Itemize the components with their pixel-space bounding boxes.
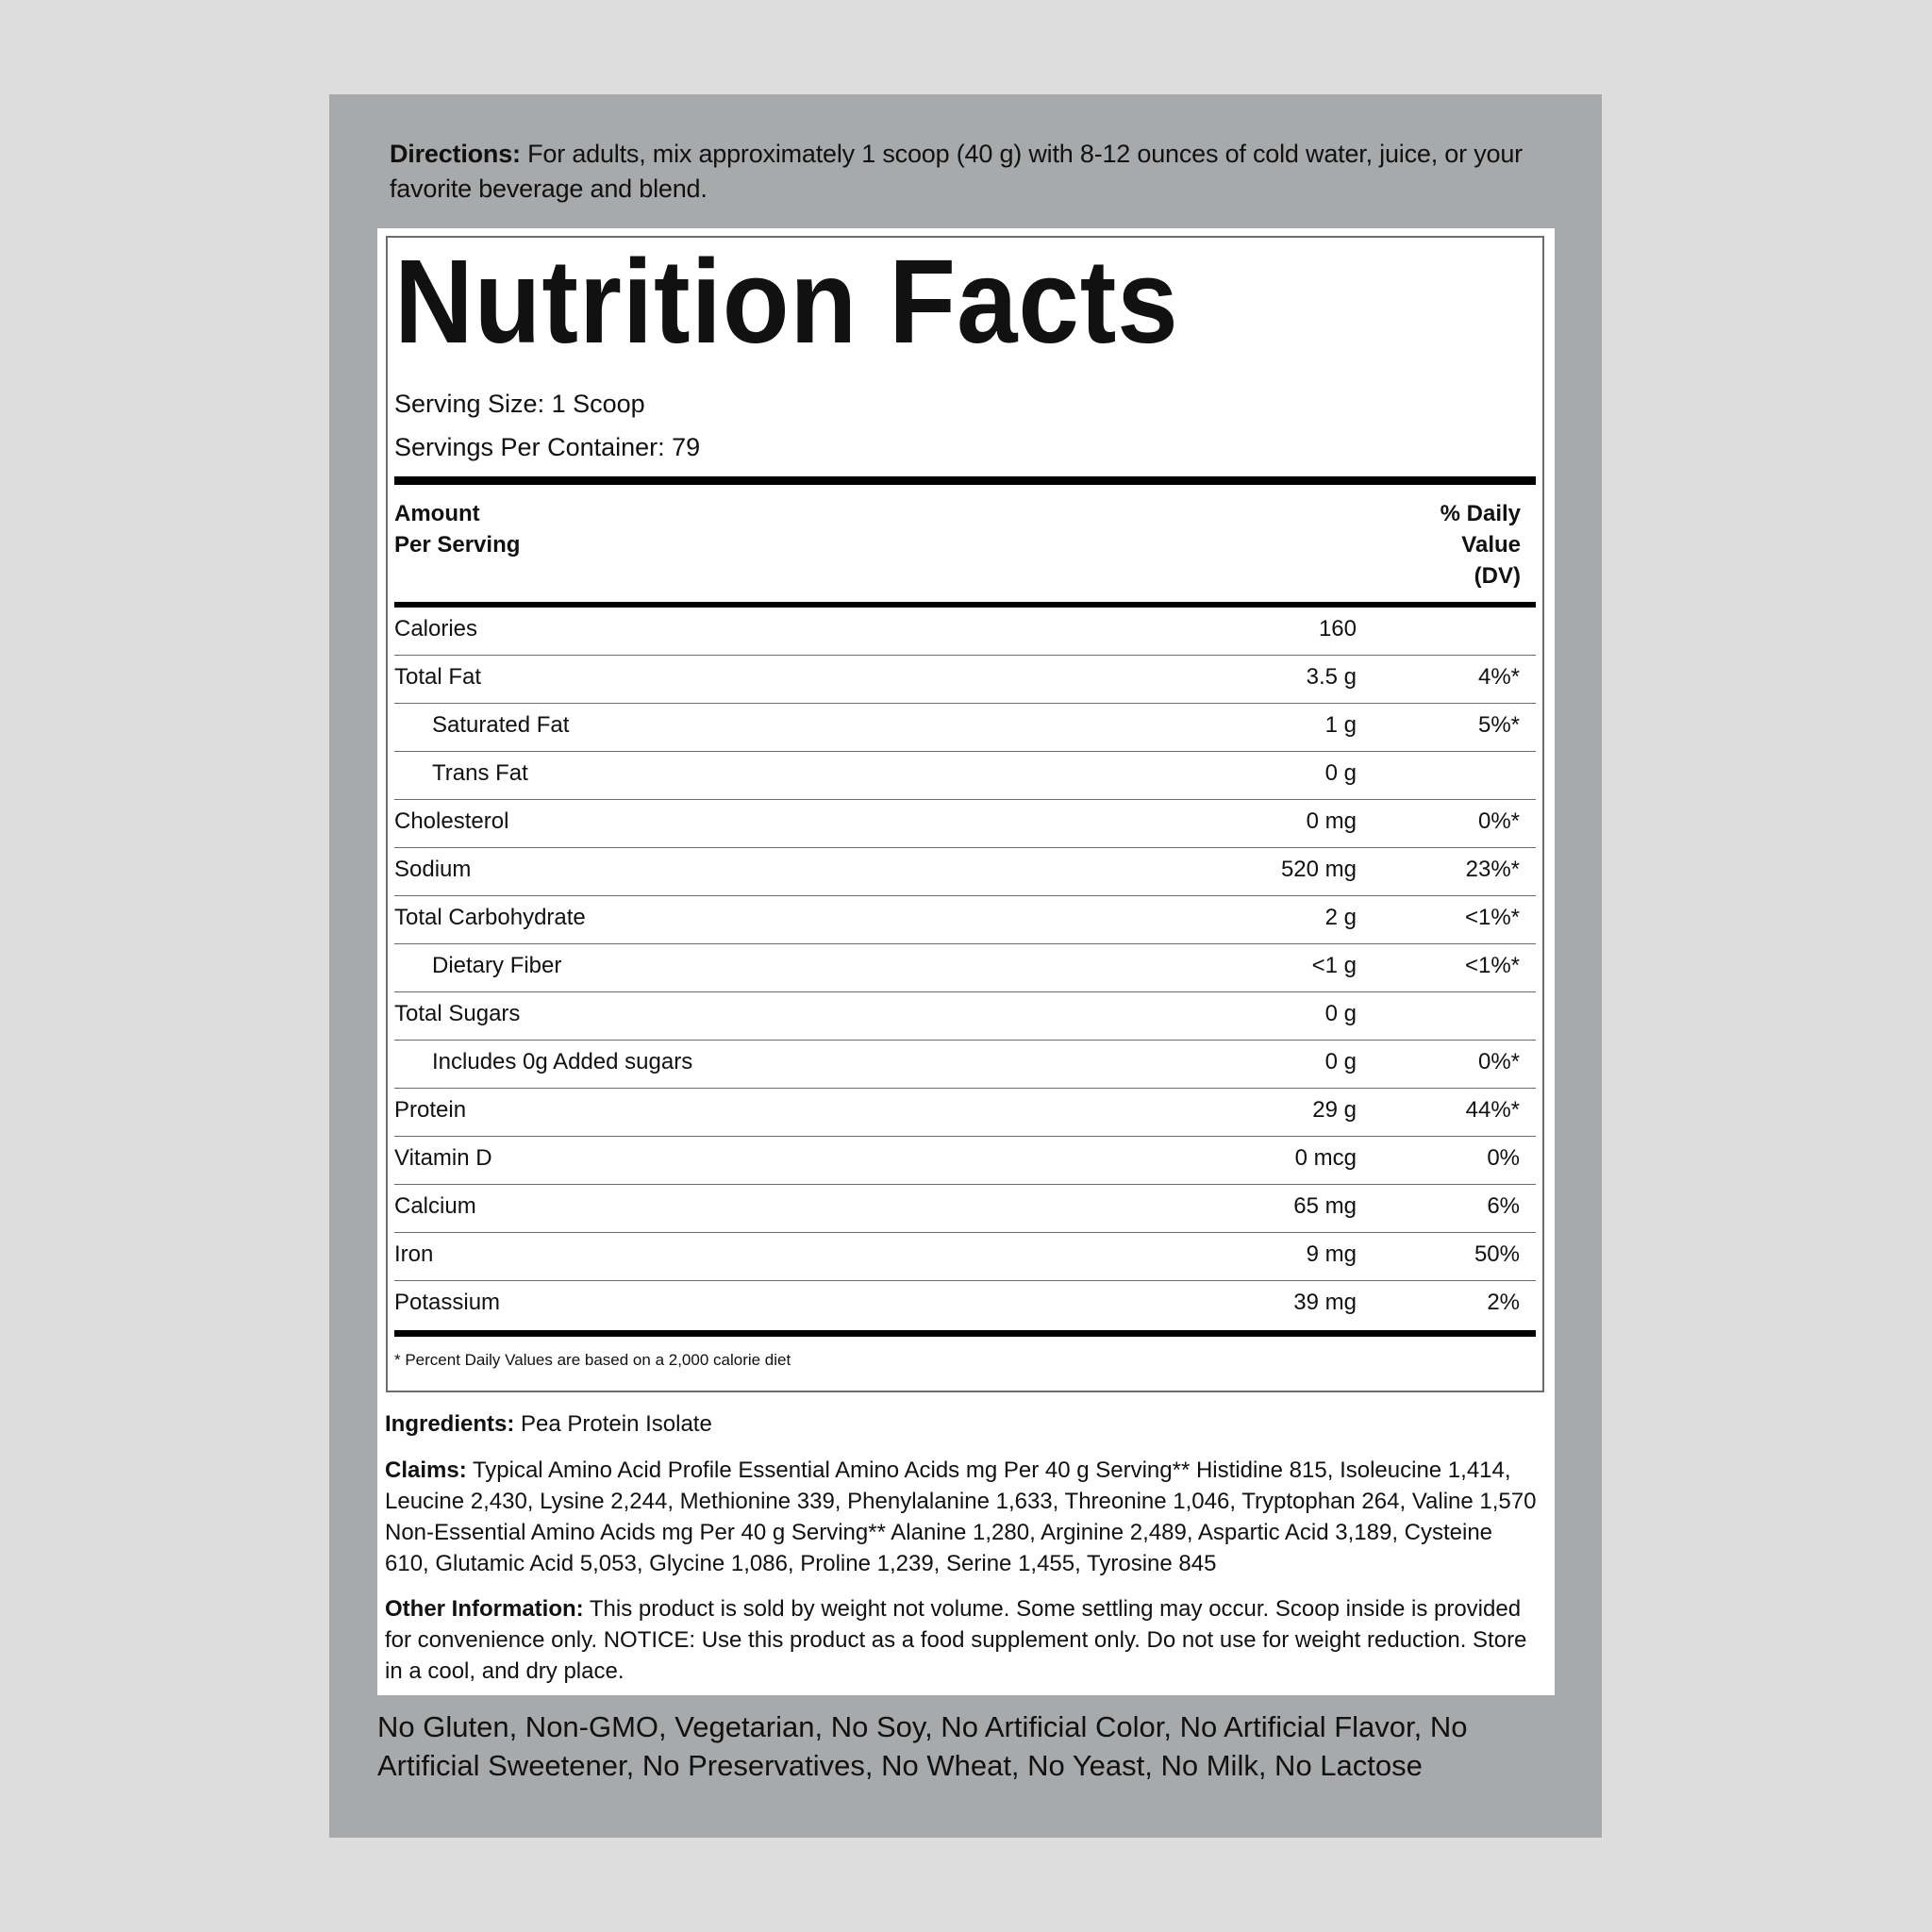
nutrient-row	[394, 848, 1536, 896]
nutrient-row	[394, 1185, 1536, 1233]
nutrient-amount: 0 g	[1324, 1001, 1357, 1026]
nutrient-name: Sodium	[394, 857, 472, 882]
ingredients-section	[385, 1408, 1541, 1440]
nutrient-name: Total Sugars	[394, 1001, 521, 1026]
nutrient-amount: 0 mg	[1306, 808, 1357, 834]
nutrient-name: Saturated Fat	[432, 712, 570, 738]
other-information-label: Other Information:	[385, 1596, 584, 1622]
nutrient-row	[394, 1233, 1536, 1281]
claims-text: Typical Amino Acid Profile Essential Amino Acids mg Per 40 g Serving** Histidine 815, Isoleucine 1,414, Leucine 2,430, Lysine 2,244, Methionine 339, Phenylalanine 1,633, Threonine 1,046, Tryptophan 264, Valine 1,570 Non-Essential Amino Acids mg Per 40 g Serving** Alanine 1,280, Arginine 2,489, Aspartic Acid 3,189, Cysteine 610, Glutamic Acid 5,053, Glycine 1,086, Proline 1,239, Serine 1,455, Tyrosine 845	[385, 1457, 1537, 1576]
nutrient-amount: 160	[1318, 616, 1357, 641]
nutrient-name: Iron	[394, 1241, 434, 1267]
header-dv: (DV)	[1474, 563, 1521, 589]
free-from-statement: No Gluten, Non-GMO, Vegetarian, No Soy, No Artificial Color, No Artificial Flavor, No Artificial Sweetener, No Preservatives, No Wheat, No Yeast, No Milk, No Lactose	[377, 1710, 1468, 1782]
header-value: Value	[1461, 532, 1521, 558]
nutrient-amount: 520 mg	[1280, 857, 1357, 882]
nutrient-dv: 44%*	[1465, 1097, 1520, 1123]
nutrient-name: Includes 0g Added sugars	[432, 1049, 693, 1074]
nutrient-name: Protein	[394, 1097, 467, 1123]
header-daily: % Daily	[1440, 501, 1521, 526]
nutrient-amount: 0 g	[1324, 760, 1357, 786]
nutrient-name: Trans Fat	[432, 760, 528, 786]
nutrient-dv: <1%*	[1464, 953, 1520, 978]
nutrient-amount: 3.5 g	[1306, 664, 1357, 690]
nutrient-name: Calories	[394, 616, 478, 641]
nutrient-amount: 39 mg	[1293, 1290, 1357, 1315]
nutrient-row	[394, 608, 1536, 656]
nutrient-dv: 2%	[1487, 1290, 1520, 1315]
claims-section	[385, 1455, 1541, 1579]
thick-divider-bottom	[394, 1330, 1536, 1337]
nutrient-name: Potassium	[394, 1290, 501, 1315]
nutrient-amount: 9 mg	[1306, 1241, 1357, 1267]
nutrient-row	[394, 800, 1536, 848]
nutrient-amount: 0 g	[1324, 1049, 1357, 1074]
servings-per-container: Servings Per Container: 79	[394, 433, 701, 461]
nutrient-dv: 50%	[1474, 1241, 1520, 1267]
nutrient-name: Vitamin D	[394, 1145, 492, 1171]
header-amount: Amount	[394, 501, 480, 526]
nutrient-row	[394, 992, 1536, 1041]
nutrition-facts-title: Nutrition Facts	[394, 235, 1179, 368]
nutrient-name: Total Carbohydrate	[394, 905, 586, 930]
nutrient-dv: 0%	[1487, 1145, 1520, 1171]
nutrient-row	[394, 1041, 1536, 1089]
nutrient-amount: 65 mg	[1293, 1193, 1357, 1219]
directions-label: Directions:	[390, 140, 521, 168]
nutrient-name: Total Fat	[394, 664, 482, 690]
nutrient-row	[394, 752, 1536, 800]
daily-value-header	[1441, 498, 1521, 591]
nutrient-row	[394, 656, 1536, 704]
thick-divider-top	[394, 476, 1536, 485]
ingredients-text: Pea Protein Isolate	[521, 1411, 712, 1437]
nutrient-amount: <1 g	[1311, 953, 1357, 978]
nutrient-amount: 1 g	[1324, 712, 1357, 738]
directions-text	[390, 137, 1569, 207]
nutrient-row	[394, 944, 1536, 992]
other-information-text: This product is sold by weight not volume. Some settling may occur. Scoop inside is provided for convenience only. NOTICE: Use this product as a food supplement only. Do not use for weight reduction. Store in a cool, and dry place.	[385, 1596, 1527, 1684]
nutrient-name: Calcium	[394, 1193, 476, 1219]
header-per-serving: Per Serving	[394, 532, 521, 558]
directions-body: For adults, mix approximately 1 scoop (40 g) with 8-12 ounces of cold water, juice, or your favorite beverage and blend.	[390, 140, 1523, 203]
nutrient-name: Dietary Fiber	[432, 953, 562, 978]
nutrient-row	[394, 896, 1536, 944]
serving-size: Serving Size: 1 Scoop	[394, 390, 645, 418]
nutrient-amount: 2 g	[1324, 905, 1357, 930]
ingredients-label: Ingredients:	[385, 1411, 515, 1437]
nutrient-dv: 0%*	[1477, 808, 1520, 834]
nutrient-amount: 0 mcg	[1294, 1145, 1357, 1171]
nutrient-dv: 4%*	[1477, 664, 1520, 690]
nutrient-dv: 0%*	[1477, 1049, 1520, 1074]
nutrient-dv: 6%	[1487, 1193, 1520, 1219]
claims-label: Claims:	[385, 1457, 467, 1483]
other-information-section	[385, 1593, 1541, 1687]
nutrient-table	[394, 608, 1536, 1329]
nutrient-amount: 29 g	[1312, 1097, 1357, 1123]
nutrient-row	[394, 1281, 1536, 1329]
nutrient-name: Cholesterol	[394, 808, 509, 834]
nutrient-dv: 5%*	[1477, 712, 1520, 738]
daily-value-footnote: * Percent Daily Values are based on a 2,000 calorie diet	[394, 1351, 791, 1369]
nutrient-dv: <1%*	[1464, 905, 1520, 930]
nutrient-row	[394, 1137, 1536, 1185]
amount-per-serving-header	[394, 498, 520, 560]
nutrient-dv: 23%*	[1465, 857, 1520, 882]
nutrient-row	[394, 704, 1536, 752]
nutrient-row	[394, 1089, 1536, 1137]
